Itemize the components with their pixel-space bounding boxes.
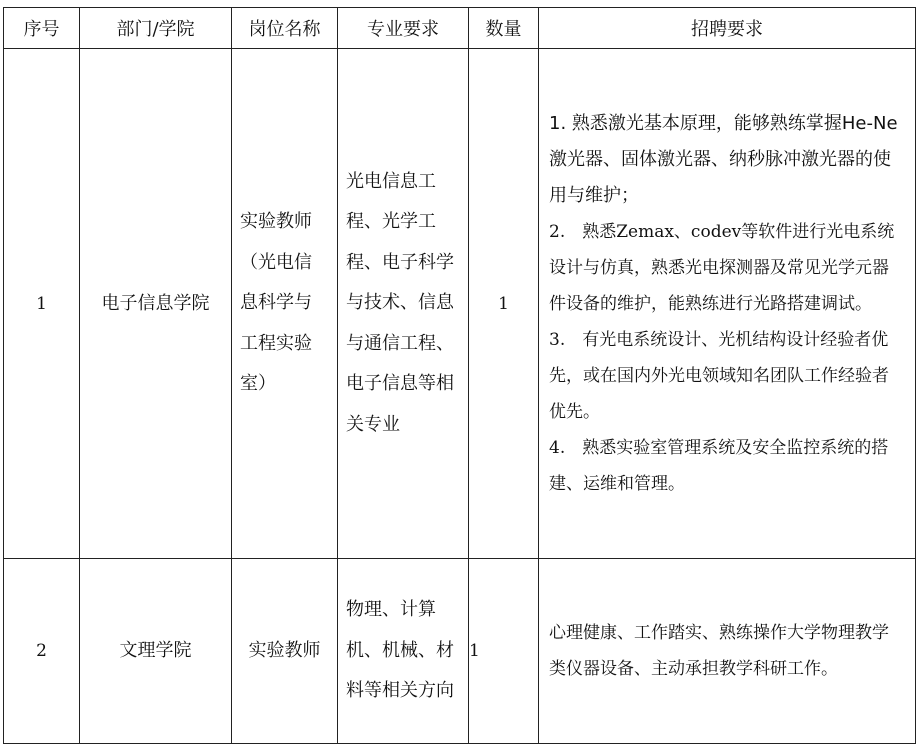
row-major: 物理、计算机、机械、材料等相关方向 [346, 599, 454, 702]
row-requirements [539, 106, 915, 502]
row-department: 电子信息学院 [80, 49, 232, 559]
row-major: 光电信息工程、光学工程、电子科学与技术、信息与通信工程、电子信息等相关专业 [346, 170, 454, 435]
requirement-item: 3. 有光电系统设计、光机结构设计经验者优先，或在国内外光电领域知名团队工作经验者优先。 [549, 329, 889, 422]
row-no: 1 [4, 49, 80, 559]
row-position-cell [232, 49, 338, 559]
row-major-cell [338, 49, 469, 559]
requirement-item: 4. 熟悉实验室管理系统及安全监控系统的搭建、运维和管理。 [549, 437, 889, 494]
row-major-cell [338, 559, 469, 744]
row-quantity: 1 [469, 49, 539, 559]
row-position: 实验教师 [232, 559, 338, 744]
recruitment-table [3, 7, 916, 744]
row-requirements: 心理健康、工作踏实、熟练操作大学物理教学类仪器设备、主动承担教学科研工作。 [549, 623, 889, 679]
header-requirements: 招聘要求 [539, 8, 916, 49]
row-no: 2 [4, 559, 80, 744]
row-position: 实验教师（光电信息科学与工程实验室） [240, 211, 312, 395]
table-row [4, 559, 916, 744]
requirement-item: 1. 熟悉激光基本原理，能够熟练掌握He-Ne激光器、固体激光器、纳秒脉冲激光器的使用与维护； [549, 112, 898, 206]
row-requirements-cell [539, 49, 916, 559]
header-position: 岗位名称 [232, 8, 338, 49]
header-quantity: 数量 [469, 8, 539, 49]
header-department: 部门/学院 [80, 8, 232, 49]
requirement-item: 2. 熟悉Zemax、codev等软件进行光电系统设计与仿真，熟悉光电探测器及常见光学元器件设备的维护，能熟练进行光路搭建调试。 [549, 221, 895, 314]
row-quantity: 1 [469, 559, 539, 744]
table-row [4, 49, 916, 559]
row-department: 文理学院 [80, 559, 232, 744]
header-no: 序号 [4, 8, 80, 49]
header-row [4, 8, 916, 49]
row-requirements-cell [539, 559, 916, 744]
header-major: 专业要求 [338, 8, 469, 49]
